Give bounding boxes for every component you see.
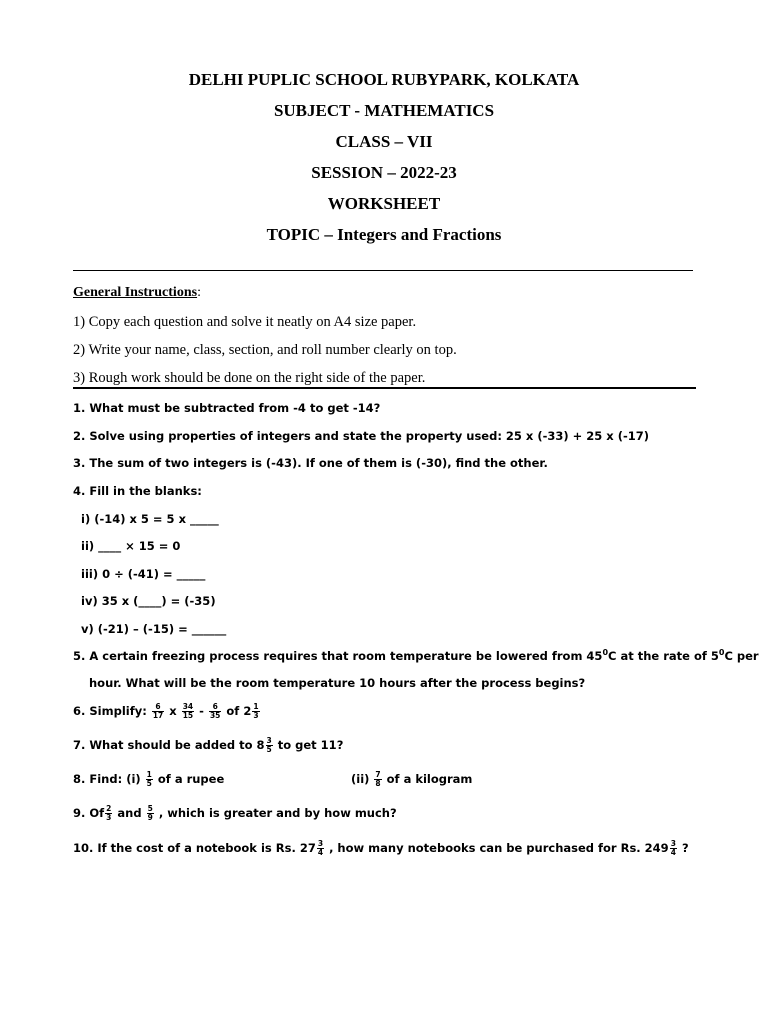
q9-prefix: 9. Of <box>73 806 105 820</box>
question-1: 1. What must be subtracted from -4 to get -14? <box>73 401 381 415</box>
denominator: 4 <box>670 848 676 857</box>
numerator: 7 <box>375 770 381 779</box>
denominator: 15 <box>182 711 194 720</box>
question-4-part-iii: iii) 0 ÷ (-41) = _____ <box>81 567 206 581</box>
numerator: 34 <box>182 702 194 711</box>
question-6 <box>73 703 261 720</box>
q7-prefix: 7. What should be added to 8 <box>73 738 265 752</box>
q9-suffix: , which is greater and by how much? <box>158 806 397 820</box>
q6-fraction-4 <box>252 703 259 720</box>
instruction-item: 1) Copy each question and solve it neatly on A4 size paper. <box>73 314 417 330</box>
q7-fraction <box>266 737 273 754</box>
doc-type: WORKSHEET <box>327 194 441 213</box>
question-9 <box>73 805 397 822</box>
numerator: 2 <box>106 804 112 813</box>
denominator: 9 <box>147 813 153 822</box>
q9-fraction-1 <box>105 805 112 822</box>
q6-fraction-1 <box>152 703 164 720</box>
denominator: 17 <box>152 711 164 720</box>
denominator: 3 <box>106 813 112 822</box>
q7-suffix: to get 11? <box>277 738 344 752</box>
numerator: 3 <box>266 736 272 745</box>
q8-part-1: of a rupee <box>157 772 225 786</box>
question-8-part-ii <box>351 771 472 788</box>
q8-fraction-1 <box>146 771 153 788</box>
instructions-title-text: General Instructions <box>73 285 198 300</box>
instructions-colon: : <box>197 285 201 300</box>
q10-fraction-2 <box>670 840 677 857</box>
q8-fraction-2 <box>374 771 381 788</box>
section-divider <box>73 387 696 389</box>
q6-fraction-2 <box>182 703 194 720</box>
instruction-item: 2) Write your name, class, section, and roll number clearly on top. <box>73 342 457 358</box>
question-8 <box>73 771 224 788</box>
question-2: 2. Solve using properties of integers and state the property used: 25 x (-33) + 25 x (-17) <box>73 429 649 443</box>
question-4-part-v: v) (-21) – (-15) = ______ <box>81 622 227 636</box>
numerator: 1 <box>146 770 152 779</box>
denominator: 3 <box>253 711 259 720</box>
question-7 <box>73 737 343 754</box>
numerator: 6 <box>152 703 164 712</box>
q10-mid: , how many notebooks can be purchased for Rs. 249 <box>329 841 669 855</box>
question-4-part-iv: iv) 35 x (____) = (-35) <box>81 594 216 608</box>
denominator: 35 <box>209 711 221 720</box>
q8-prefix: 8. Find: (i) <box>73 772 141 786</box>
numerator: 3 <box>670 839 676 848</box>
q6-minus: - <box>199 704 204 718</box>
instructions-title <box>73 285 201 301</box>
q5-degree-1: 0 <box>602 648 609 657</box>
q9-and: and <box>117 806 142 820</box>
denominator: 5 <box>146 779 152 788</box>
numerator: 1 <box>253 702 259 711</box>
question-4: 4. Fill in the blanks: <box>73 484 202 498</box>
question-3: 3. The sum of two integers is (-43). If one of them is (-30), find the other. <box>73 456 548 470</box>
numerator: 3 <box>317 839 324 848</box>
denominator: 8 <box>375 779 381 788</box>
q6-prefix: 6. Simplify: <box>73 704 147 718</box>
q5-text-c: C per <box>724 648 759 663</box>
topic-line: TOPIC – Integers and Fractions <box>266 225 502 244</box>
q10-fraction-1 <box>317 840 324 857</box>
question-4-part-ii: ii) ____ × 15 = 0 <box>81 539 181 553</box>
q10-suffix: ? <box>681 841 689 855</box>
q5-text-b: C at the rate of 5 <box>608 648 719 663</box>
question-5 <box>73 648 759 663</box>
q8-part-2: of a kilogram <box>386 772 473 786</box>
numerator: 5 <box>147 804 153 813</box>
session-line: SESSION – 2022-23 <box>311 163 457 182</box>
school-name: DELHI PUPLIC SCHOOL RUBYPARK, KOLKATA <box>188 70 580 89</box>
q10-prefix: 10. If the cost of a notebook is Rs. 27 <box>73 841 316 855</box>
numerator: 6 <box>209 703 221 712</box>
separator-line <box>73 258 693 271</box>
q6-times: x <box>169 704 177 718</box>
denominator: 5 <box>266 745 272 754</box>
q5-text-a: 5. A certain freezing process requires that room temperature be lowered from 45 <box>73 648 603 663</box>
q6-fraction-3 <box>209 703 221 720</box>
q5-degree-2: 0 <box>718 648 725 657</box>
denominator: 4 <box>317 848 324 857</box>
question-5-line-2: hour. What will be the room temperature 10 hours after the process begins? <box>89 676 586 690</box>
q8-ii-label: (ii) <box>351 772 370 786</box>
q6-of: of 2 <box>226 704 252 718</box>
subject-line: SUBJECT - MATHEMATICS <box>273 101 495 120</box>
instruction-item: 3) Rough work should be done on the right side of the paper. <box>73 370 426 386</box>
q9-fraction-2 <box>147 805 154 822</box>
question-10 <box>73 840 689 857</box>
class-line: CLASS – VII <box>335 132 433 151</box>
question-4-part-i: i) (-14) x 5 = 5 x _____ <box>81 512 219 526</box>
